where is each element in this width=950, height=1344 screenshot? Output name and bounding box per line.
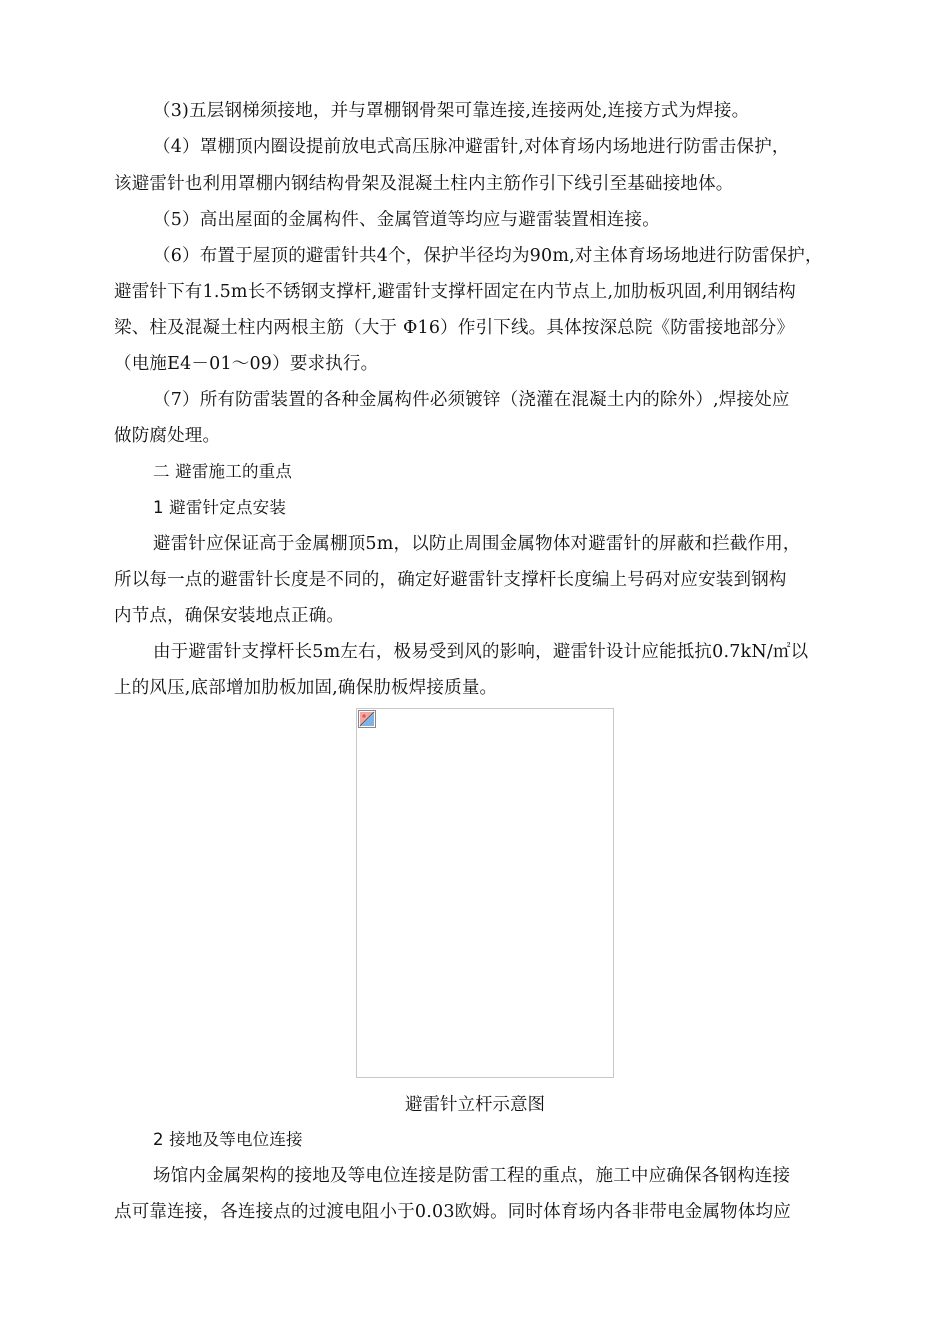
paragraph-item-7-line2: 做防腐处理。 — [114, 426, 221, 446]
paragraph-item-6-line3: 梁、柱及混凝土柱内两根主筋（大于 Φ16）作引下线。具体按深总院《防雷接地部分》 — [114, 318, 795, 338]
paragraph-item-6-line2: 避雷针下有1.5m长不锈钢支撑杆,避雷针支撑杆固定在内节点上,加肋板巩固,利用钢结构 — [114, 282, 797, 302]
paragraph-item-6-line1: （6）布置于屋顶的避雷针共4个，保护半径均为90m,对主体育场场地进行防雷保护， — [153, 246, 823, 266]
body-paragraph-3-line2: 点可靠连接，各连接点的过渡电阻小于0.03欧姆。同时体育场内各非带电金属物体均应 — [114, 1202, 791, 1222]
body-paragraph-3-line1: 场馆内金属架构的接地及等电位连接是防雷工程的重点，施工中应确保各钢构连接 — [153, 1166, 791, 1186]
paragraph-item-5: （5）高出屋面的金属构件、金属管道等均应与避雷装置相连接。 — [153, 210, 660, 230]
paragraph-item-3: （3)五层钢梯须接地，并与罩棚钢骨架可靠连接,连接两处,连接方式为焊接。 — [153, 101, 750, 121]
paragraph-item-4-line2: 该避雷针也利用罩棚内钢结构骨架及混凝土柱内主筋作引下线引至基础接地体。 — [114, 174, 734, 194]
subsection-heading-1: 1 避雷针定点安装 — [153, 498, 287, 517]
paragraph-item-6-line4: （电施E4－01～09）要求执行。 — [114, 354, 379, 374]
body-paragraph-1-line3: 内节点，确保安装地点正确。 — [114, 606, 345, 626]
body-paragraph-1-line1: 避雷针应保证高于金属棚顶5m，以防止周围金属物体对避雷针的屏蔽和拦截作用， — [153, 534, 801, 554]
body-paragraph-1-line2: 所以每一点的避雷针长度是不同的，确定好避雷针支撑杆长度编上号码对应安装到钢构 — [114, 570, 787, 590]
subsection-heading-2: 2 接地及等电位连接 — [153, 1130, 303, 1149]
section-heading-2: 二 避雷施工的重点 — [153, 462, 293, 481]
figure-placeholder — [356, 708, 614, 1078]
paragraph-item-7-line1: （7）所有防雷装置的各种金属构件必须镀锌（浇灌在混凝土内的除外）,焊接处应 — [153, 390, 790, 410]
body-paragraph-2-line2: 上的风压,底部增加肋板加固,确保肋板焊接质量。 — [114, 678, 498, 698]
figure-caption: 避雷针立杆示意图 — [405, 1095, 545, 1115]
paragraph-item-4-line1: （4）罩棚顶内圈设提前放电式高压脉冲避雷针,对体育场内场地进行防雷击保护， — [153, 137, 790, 157]
body-paragraph-2-line1: 由于避雷针支撑杆长5m左右，极易受到风的影响，避雷针设计应能抵抗0.7kN/㎡以 — [153, 642, 809, 662]
broken-image-icon — [358, 710, 376, 728]
